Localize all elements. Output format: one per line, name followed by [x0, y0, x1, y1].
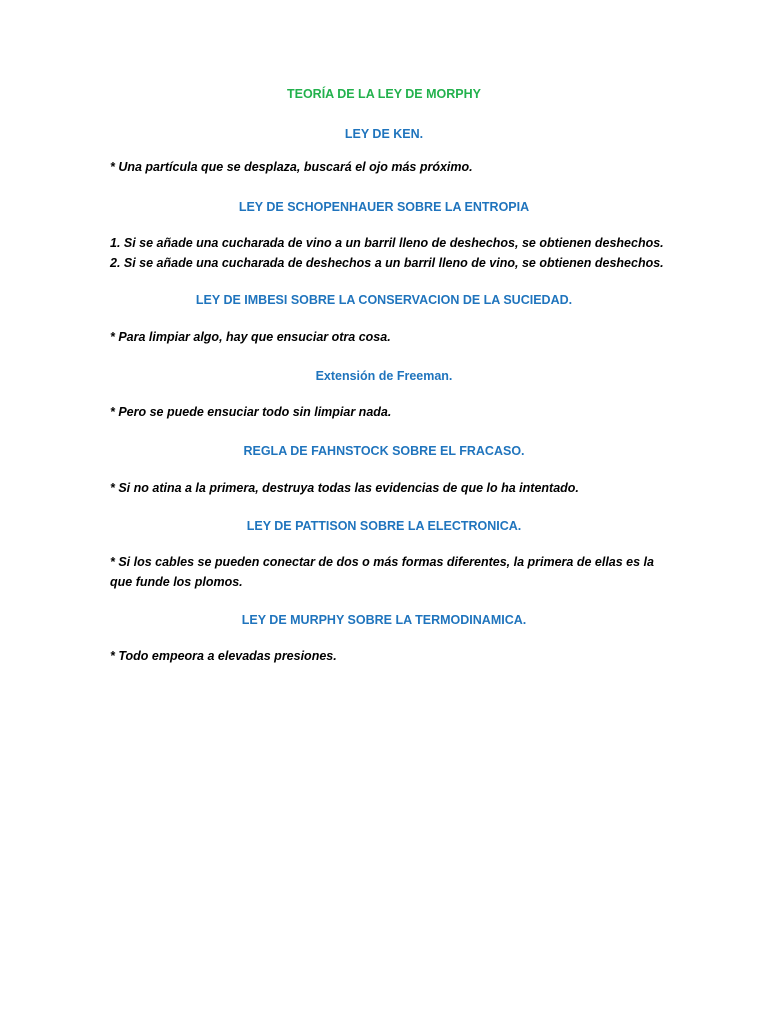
text-line: * Para limpiar algo, hay que ensuciar otra cosa. [110, 330, 391, 344]
section-text-ken [110, 158, 670, 178]
text-line: * Si no atina a la primera, destruya todas las evidencias de que lo ha intentado. [110, 481, 579, 495]
section-heading-pattison: LEY DE PATTISON SOBRE LA ELECTRONICA. [246, 519, 522, 533]
section-text-schopenhauer [110, 234, 670, 273]
section-text-imbesi [110, 328, 670, 348]
text-line: * Todo empeora a elevadas presiones. [110, 649, 337, 663]
section-text-freeman [110, 403, 670, 423]
section-heading-schopenhauer: LEY DE SCHOPENHAUER SOBRE LA ENTROPIA [238, 200, 530, 214]
text-line: 2. Si se añade una cucharada de deshechos a un barril lleno de vino, se obtienen deshechos. [110, 255, 664, 270]
text-line: * Si los cables se pueden conectar de dos o más formas diferentes, la primera de ellas es la [110, 555, 654, 569]
section-heading-imbesi: LEY DE IMBESI SOBRE LA CONSERVACION DE LA SUCIEDAD. [195, 293, 573, 307]
section-text-fahnstock [110, 479, 670, 499]
section-text-murphy-thermo [110, 647, 670, 667]
text-line: * Pero se puede ensuciar todo sin limpiar nada. [110, 405, 392, 419]
section-heading-freeman: Extensión de Freeman. [315, 369, 453, 383]
text-line: 1. Si se añade una cucharada de vino a un barril lleno de deshechos, se obtienen deshechos. [110, 236, 664, 250]
section-heading-fahnstock: REGLA DE FAHNSTOCK SOBRE EL FRACASO. [243, 444, 525, 458]
section-heading-ken: LEY DE KEN. [344, 127, 424, 141]
section-heading-murphy-thermo: LEY DE MURPHY SOBRE LA TERMODINAMICA. [241, 613, 527, 627]
document-title: TEORÍA DE LA LEY DE MORPHY [286, 87, 481, 101]
text-line: * Una partícula que se desplaza, buscará el ojo más próximo. [110, 160, 473, 174]
section-text-pattison [110, 553, 670, 592]
text-line: que funde los plomos. [110, 574, 243, 589]
